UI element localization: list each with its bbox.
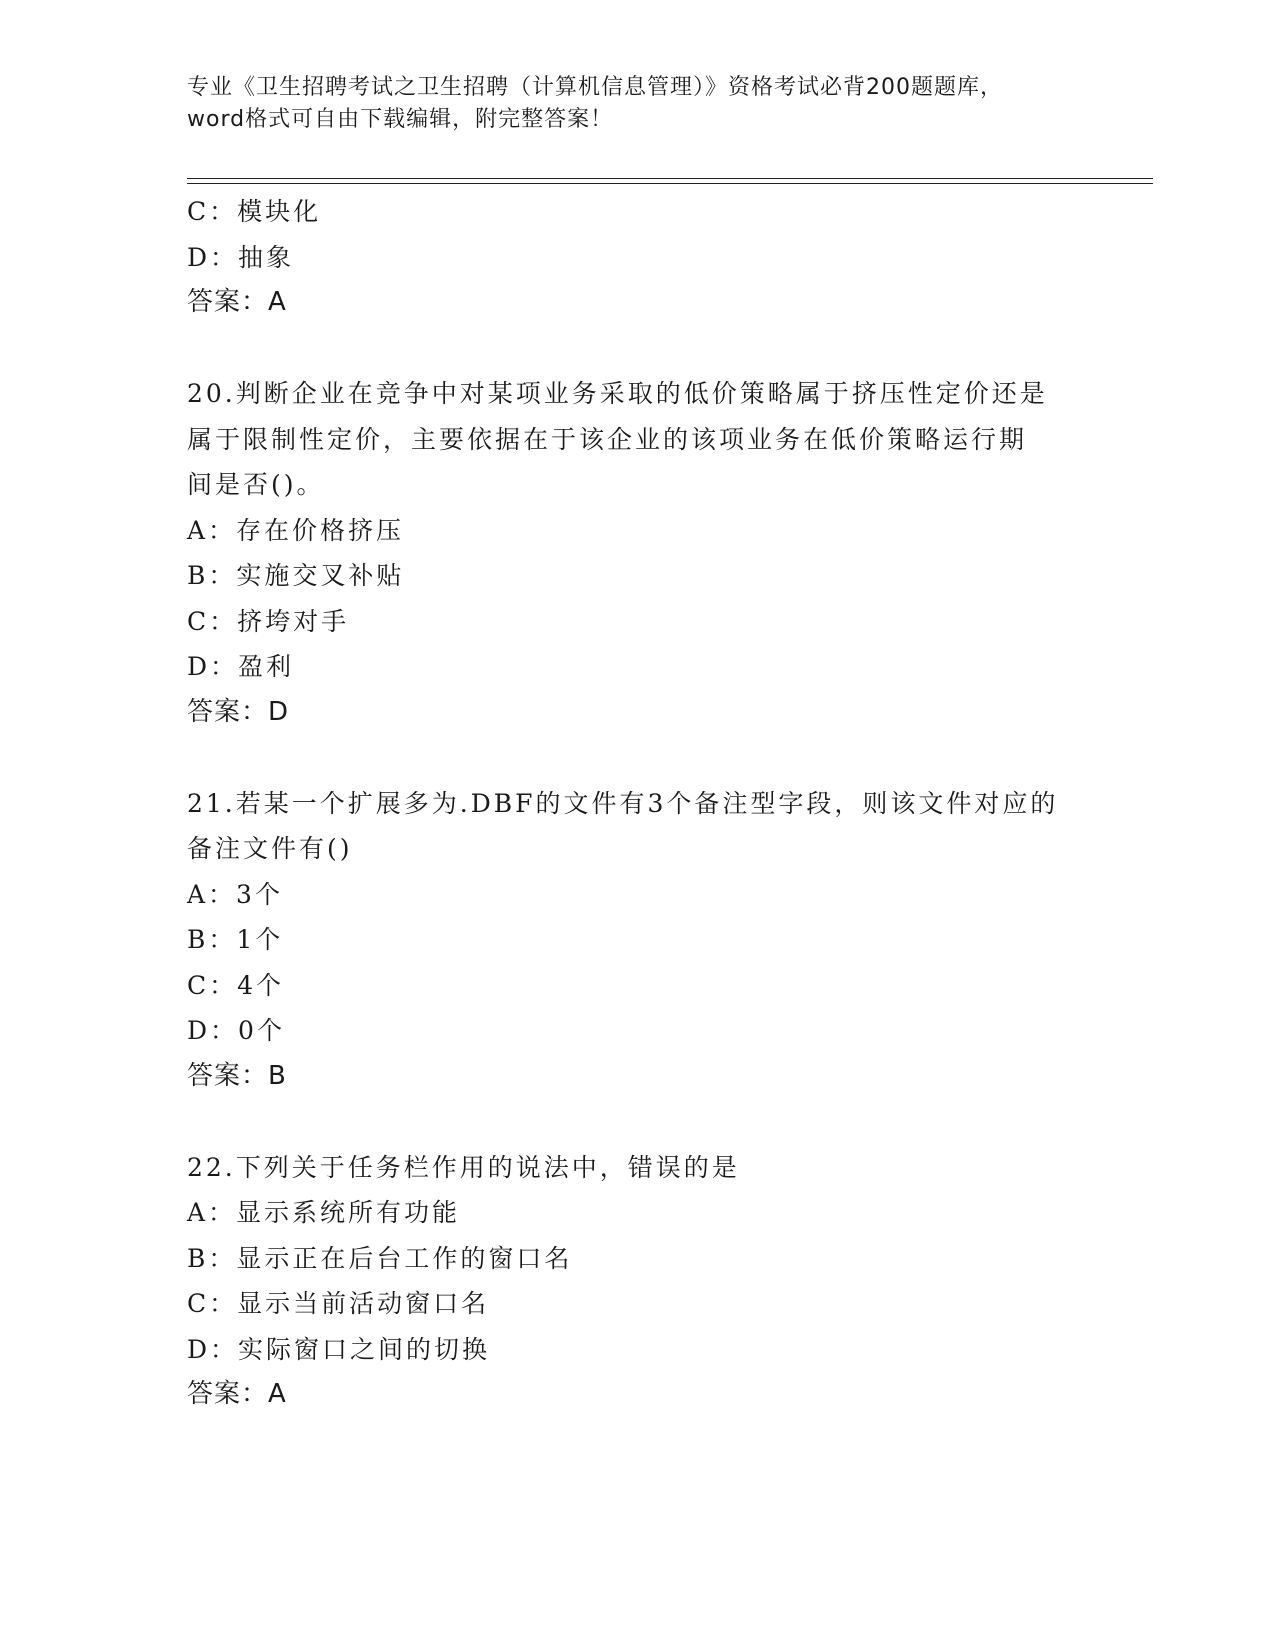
option-d: D：实际窗口之间的切换 (187, 1334, 491, 1364)
option-b: B：显示正在后台工作的窗口名 (187, 1243, 573, 1273)
question-20 (187, 371, 1087, 735)
option-c: C：模块化 (187, 197, 322, 226)
option-c: C：挤垮对手 (187, 606, 350, 636)
option-c: C：4个 (187, 970, 285, 1000)
question-22 (187, 1145, 1087, 1418)
spacer (187, 735, 1087, 781)
question-stem: 22.下列关于任务栏作用的说法中，错误的是 (187, 1152, 740, 1182)
option-d: D：盈利 (187, 652, 295, 681)
option-d: D：0个 (187, 1016, 285, 1045)
option-a: A：3个 (187, 879, 283, 909)
answer-line: 答案：A (187, 287, 287, 317)
header-title-line-1: 专业《卫生招聘考试之卫生招聘（计算机信息管理）》资格考试必背200题题库， (187, 75, 1003, 100)
question-stem: 备注文件有() (187, 834, 353, 863)
question-19-tail (187, 189, 1087, 326)
question-list (187, 189, 1087, 1418)
page-header (187, 72, 1087, 136)
question-stem: 间是否()。 (187, 470, 325, 499)
answer-line: 答案：A (187, 1379, 287, 1409)
question-stem: 21.若某一个扩展多为.DBF的文件有3个备注型字段，则该文件对应的 (187, 788, 1059, 818)
option-b: B：实施交叉补贴 (187, 561, 405, 590)
question-stem: 20.判断企业在竞争中对某项业务采取的低价策略属于挤压性定价还是 (187, 379, 1048, 408)
spacer (187, 1099, 1087, 1145)
answer-line: 答案：D (187, 696, 290, 727)
spacer (187, 326, 1087, 372)
question-stem: 属于限制性定价，主要依据在于该企业的该项业务在低价策略运行期 (187, 424, 1028, 454)
option-a: A：显示系统所有功能 (187, 1198, 461, 1227)
question-21 (187, 781, 1087, 1100)
option-c: C：显示当前活动窗口名 (187, 1289, 490, 1318)
header-divider (187, 178, 1153, 184)
option-b: B：1个 (187, 925, 284, 954)
answer-line: 答案：B (187, 1060, 287, 1091)
header-title-line-2: word格式可自由下载编辑，附完整答案！ (187, 107, 614, 132)
option-d: D：抽象 (187, 242, 295, 272)
option-a: A：存在价格挤压 (187, 515, 405, 545)
